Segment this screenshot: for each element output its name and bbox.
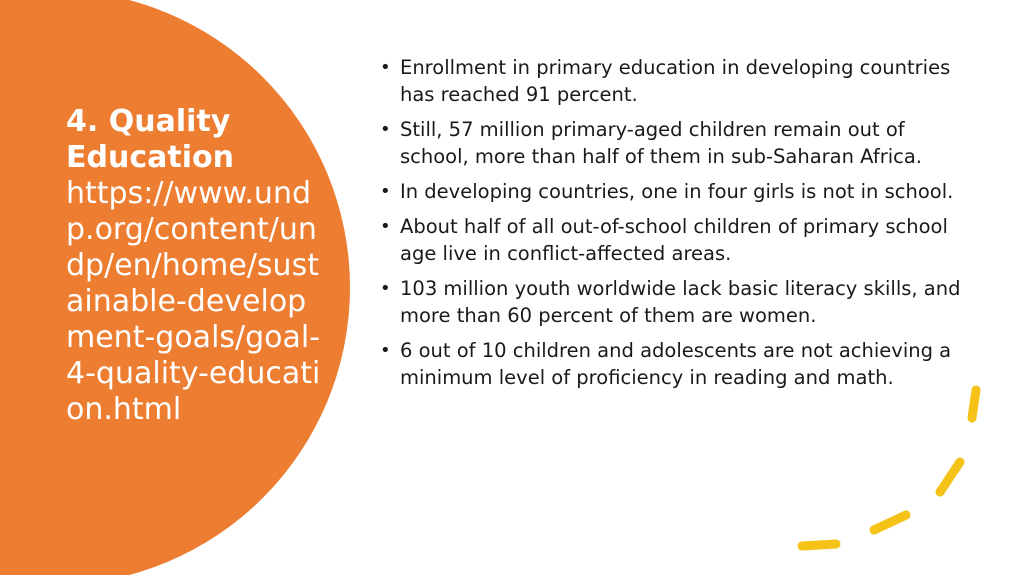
- title-url-link[interactable]: https://www.undp.org/content/undp/en/home/sustainable-development-goals/goal-4-quality-education.html: [66, 176, 321, 427]
- bullet-item: • In developing countries, one in four girls is not in school.: [378, 178, 963, 205]
- dash-segment: [972, 390, 976, 418]
- bullet-item: • 6 out of 10 children and adolescents are not achieving a minimum level of proficiency in reading and math.: [378, 337, 963, 391]
- slide-title: [66, 104, 328, 428]
- dash-segment: [940, 462, 960, 492]
- title-heading: 4. Quality Education: [66, 104, 234, 175]
- yellow-dash-decoration: [780, 370, 1000, 560]
- bullet-item: • Enrollment in primary education in developing countries has reached 91 percent.: [378, 54, 963, 108]
- dash-segment: [802, 544, 836, 546]
- bullet-item: • About half of all out-of-school children of primary school age live in conflict-affected areas.: [378, 213, 963, 267]
- bullet-list: [378, 54, 963, 399]
- bullet-item: • Still, 57 million primary-aged children remain out of school, more than half of them in sub-Saharan Africa.: [378, 116, 963, 170]
- dash-segment: [874, 515, 906, 530]
- bullet-item: • 103 million youth worldwide lack basic literacy skills, and more than 60 percent of them are women.: [378, 275, 963, 329]
